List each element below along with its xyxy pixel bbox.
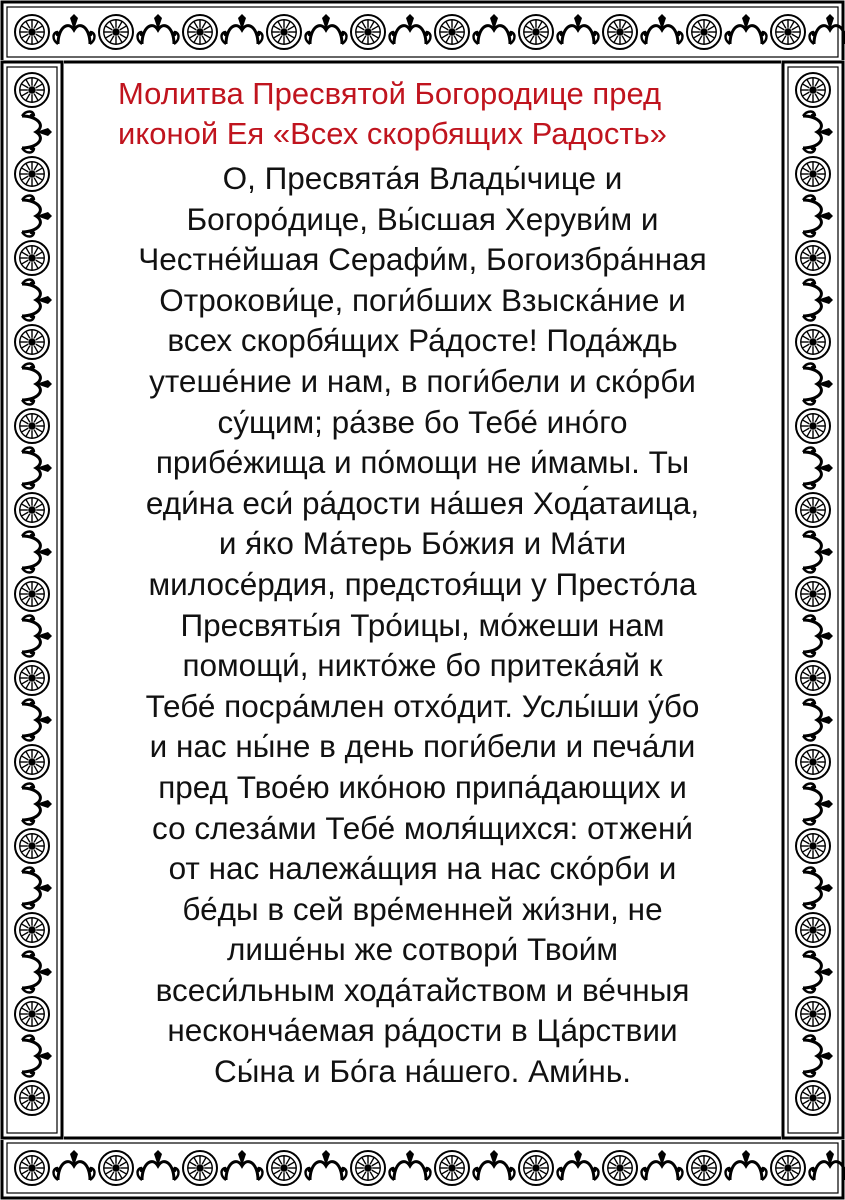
acanthus-scroll-icon xyxy=(22,112,52,153)
rosette-icon xyxy=(15,325,49,359)
rosette-icon xyxy=(99,1151,133,1185)
acanthus-scroll-icon xyxy=(803,532,833,573)
acanthus-scroll-icon xyxy=(558,14,599,44)
rosette-icon xyxy=(267,1151,301,1185)
acanthus-scroll-icon xyxy=(22,616,52,657)
rosette-icon xyxy=(796,73,830,107)
prayer-line: еди́на еси́ ра́дости на́шея Ход́атаица, xyxy=(145,484,700,521)
rosette-icon xyxy=(771,15,805,49)
rosette-icon xyxy=(15,1151,49,1185)
rosette-icon xyxy=(796,241,830,275)
prayer-line: Тебе́ посра́млен отхо́дит. Услы́ши у́бо xyxy=(145,687,700,724)
ornamental-border-right xyxy=(781,60,845,1140)
acanthus-scroll-icon xyxy=(726,1150,767,1180)
acanthus-scroll-icon xyxy=(54,14,95,44)
prayer-line: и я́ко Ма́терь Бо́жия и Ма́ти xyxy=(218,525,627,562)
rosette-icon xyxy=(796,325,830,359)
acanthus-scroll-icon xyxy=(138,14,179,44)
rosette-icon xyxy=(351,15,385,49)
acanthus-scroll-icon xyxy=(642,14,683,44)
acanthus-scroll-icon xyxy=(642,1150,683,1180)
acanthus-scroll-icon xyxy=(390,1150,431,1180)
prayer-line: О, Пресвята́я Влады́чице и xyxy=(222,160,623,196)
rosette-icon xyxy=(796,997,830,1031)
prayer-line: Пресвяты́я Тро́ицы, мо́жеши нам xyxy=(180,606,665,643)
rosette-icon xyxy=(15,661,49,695)
prayer-line: милосе́рдия, предстоя́щи у Престо́ла xyxy=(148,565,697,602)
acanthus-scroll-icon xyxy=(22,280,52,321)
rosette-icon xyxy=(796,913,830,947)
prayer-line: Сы́на и Бо́га на́шего. Ами́нь. xyxy=(213,1053,631,1090)
ornamental-border-top xyxy=(0,0,845,64)
rosette-icon xyxy=(603,15,637,49)
acanthus-scroll-icon xyxy=(22,196,52,237)
ornament-pattern-right xyxy=(781,60,845,1140)
rosette-icon xyxy=(15,829,49,863)
rosette-icon xyxy=(796,493,830,527)
rosette-icon xyxy=(15,157,49,191)
acanthus-scroll-icon xyxy=(803,868,833,909)
acanthus-scroll-icon xyxy=(803,364,833,405)
acanthus-scroll-icon xyxy=(22,1036,52,1077)
acanthus-scroll-icon xyxy=(54,1150,95,1180)
acanthus-scroll-icon xyxy=(558,1150,599,1180)
ornamental-border-bottom xyxy=(0,1136,845,1200)
prayer-line: со слеза́ми Тебе́ моля́щихся: отжени́ xyxy=(152,809,693,846)
acanthus-scroll-icon xyxy=(22,532,52,573)
prayer-line: помощи́, никто́же бо притека́яй к xyxy=(182,647,663,684)
acanthus-scroll-icon xyxy=(222,14,263,44)
acanthus-scroll-icon xyxy=(22,364,52,405)
prayer-line: лише́ны же сотвори́ Твои́м xyxy=(226,931,619,968)
acanthus-scroll-icon xyxy=(22,952,52,993)
rosette-icon xyxy=(15,1081,49,1115)
ornament-pattern-top xyxy=(0,0,845,64)
acanthus-scroll-icon xyxy=(803,700,833,741)
rosette-icon xyxy=(435,1151,469,1185)
rosette-icon xyxy=(796,157,830,191)
rosette-icon xyxy=(15,913,49,947)
ornament-pattern-bottom xyxy=(0,1136,845,1200)
acanthus-scroll-icon xyxy=(726,14,767,44)
prayer-title-line: иконой Ея «Всех скорбящих Радость» xyxy=(118,116,667,151)
rosette-icon xyxy=(15,409,49,443)
acanthus-scroll-icon xyxy=(803,112,833,153)
rosette-icon xyxy=(267,15,301,49)
prayer-line: бе́ды в сей вре́менней жи́зни, не xyxy=(182,890,663,927)
acanthus-scroll-icon xyxy=(803,280,833,321)
acanthus-scroll-icon xyxy=(306,14,347,44)
prayer-title-line: Молитва Пресвятой Богородице пред xyxy=(118,76,662,111)
prayer-line: утеше́ние и нам, в поги́бели и ско́рби xyxy=(149,362,696,399)
rosette-icon xyxy=(99,15,133,49)
prayer-line: Богоро́дице, Вы́сшая Херуви́м и xyxy=(186,200,659,237)
prayer-line: от нас належа́щия на нас ско́рби и xyxy=(168,850,677,887)
acanthus-scroll-icon xyxy=(803,448,833,489)
prayer-line: пред Твое́ю ико́ною припа́дающих и xyxy=(158,768,687,805)
acanthus-scroll-icon xyxy=(138,1150,179,1180)
rosette-icon xyxy=(796,409,830,443)
rosette-icon xyxy=(15,997,49,1031)
acanthus-scroll-icon xyxy=(474,14,515,44)
acanthus-scroll-icon xyxy=(810,1150,845,1180)
rosette-icon xyxy=(687,1151,721,1185)
prayer-line: всех скорбя́щих Ра́досте! Пода́ждь xyxy=(167,322,678,359)
acanthus-scroll-icon xyxy=(803,784,833,825)
acanthus-scroll-icon xyxy=(803,616,833,657)
rosette-icon xyxy=(183,1151,217,1185)
rosette-icon xyxy=(519,1151,553,1185)
rosette-icon xyxy=(15,493,49,527)
prayer-line: Отрокови́це, поги́бших Взыска́ние и xyxy=(159,281,686,318)
rosette-icon xyxy=(519,15,553,49)
acanthus-scroll-icon xyxy=(22,868,52,909)
prayer-line: су́щим; ра́зве бо Тебе́ ино́го xyxy=(217,403,628,440)
acanthus-scroll-icon xyxy=(222,1150,263,1180)
acanthus-scroll-icon xyxy=(474,1150,515,1180)
ornamental-border-left xyxy=(0,60,64,1140)
prayer-text xyxy=(90,158,755,1092)
rosette-icon xyxy=(15,745,49,779)
rosette-icon xyxy=(15,241,49,275)
prayer-line: всеси́льным хода́тайством и ве́чныя xyxy=(155,971,690,1008)
acanthus-scroll-icon xyxy=(803,196,833,237)
rosette-icon xyxy=(183,15,217,49)
prayer-line: прибе́жища и по́мощи не и́мамы. Ты xyxy=(155,444,690,481)
acanthus-scroll-icon xyxy=(306,1150,347,1180)
acanthus-scroll-icon xyxy=(22,784,52,825)
acanthus-scroll-icon xyxy=(22,448,52,489)
acanthus-scroll-icon xyxy=(390,14,431,44)
rosette-icon xyxy=(687,15,721,49)
rosette-icon xyxy=(796,745,830,779)
rosette-icon xyxy=(435,15,469,49)
rosette-icon xyxy=(796,577,830,611)
prayer-title xyxy=(90,74,755,154)
prayer-line: и нас ны́не в день поги́бели и печа́ли xyxy=(149,728,696,765)
rosette-icon xyxy=(351,1151,385,1185)
rosette-icon xyxy=(15,73,49,107)
acanthus-scroll-icon xyxy=(22,700,52,741)
rosette-icon xyxy=(796,661,830,695)
rosette-icon xyxy=(15,15,49,49)
ornament-pattern-left xyxy=(0,60,64,1140)
rosette-icon xyxy=(15,577,49,611)
prayer-line: несконча́емая ра́дости в Ца́рствии xyxy=(167,1012,678,1049)
rosette-icon xyxy=(796,829,830,863)
acanthus-scroll-icon xyxy=(803,1036,833,1077)
acanthus-scroll-icon xyxy=(803,952,833,993)
prayer-line: Честне́йшая Серафи́м, Богоизбра́нная xyxy=(138,241,707,278)
rosette-icon xyxy=(771,1151,805,1185)
acanthus-scroll-icon xyxy=(810,14,845,44)
prayer-content xyxy=(90,74,755,1130)
rosette-icon xyxy=(603,1151,637,1185)
rosette-icon xyxy=(796,1081,830,1115)
